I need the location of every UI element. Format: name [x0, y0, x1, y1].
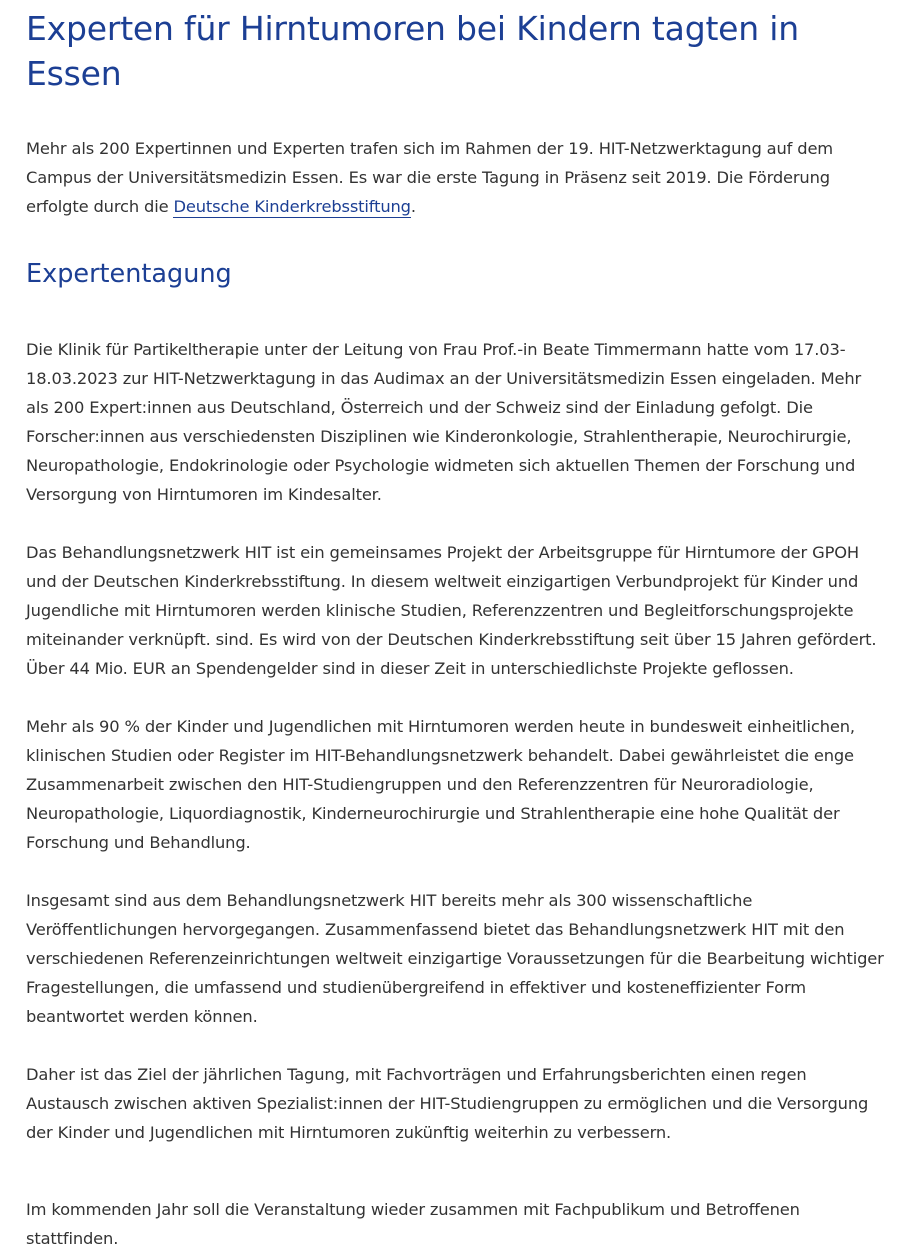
body-paragraph-4: Insgesamt sind aus dem Behandlungsnetzwerk HIT bereits mehr als 300 wissenschaftliche Veröffentlichungen hervorgegangen. Zusammenfassend bietet das Behandlungsnetzwerk HIT mit den verschiedenen Referenzeinrichtungen weltweit einzigartige Voraussetzungen für die Bearbeitung wichtiger Fragestellungen, die umfassend und studienübergreifend in effektiver und kosteneffizienter Form beantwortet werden können.: [26, 891, 884, 1026]
page-title: Experten für Hirntumoren bei Kindern tagten in Essen: [26, 9, 799, 93]
lead-paragraph: [26, 134, 886, 221]
body-paragraph-5: Daher ist das Ziel der jährlichen Tagung, mit Fachvorträgen und Erfahrungsberichten einen regen Austausch zwischen aktiven Spezialist:innen der HIT-Studiengruppen zu ermöglichen und die Versorgung der Kinder und Jugendlichen mit Hirntumoren zukünftig weiterhin zu verbessern.: [26, 1065, 869, 1142]
body-paragraph-2: Das Behandlungsnetzwerk HIT ist ein gemeinsames Projekt der Arbeitsgruppe für Hirntumore der GPOH und der Deutschen Kinderkrebsstiftung. In diesem weltweit einzigartigen Verbundprojekt für Kinder und Jugendliche mit Hirntumoren werden klinische Studien, Referenzzentren und Begleitforschungsprojekte miteinander verknüpft. sind. Es wird von der Deutschen Kinderkrebsstiftung seit über 15 Jahren gefördert. Über 44 Mio. EUR an Spendengelder sind in dieser Zeit in unterschiedlichste Projekte geflossen.: [26, 543, 877, 678]
body-paragraph-6: Im kommenden Jahr soll die Veranstaltung wieder zusammen mit Fachpublikum und Betroffenen stattfinden.: [26, 1200, 800, 1248]
section-heading: Expertentagung: [26, 259, 232, 289]
deutsche-kinderkrebsstiftung-link[interactable]: Deutsche Kinderkrebsstiftung: [173, 197, 411, 216]
lead-text: Mehr als 200 Expertinnen und Experten trafen sich im Rahmen der 19. HIT-Netzwerktagung auf dem Campus der Universitätsmedizin Essen. Es war die erste Tagung in Präsenz seit 2019. Die Förderung erfolgte durch die: [26, 139, 834, 216]
lead-text-end: .: [410, 197, 416, 216]
body-paragraph-3: Mehr als 90 % der Kinder und Jugendlichen mit Hirntumoren werden heute in bundesweit einheitlichen, klinischen Studien oder Register im HIT-Behandlungsnetzwerk behandelt. Dabei gewährleistet die enge Zusammenarbeit zwischen den HIT-Studiengruppen und den Referenzzentren für Neuroradiologie, Neuropathologie, Liquordiagnostik, Kinderneurochirurgie und Strahlentherapie eine hohe Qualität der Forschung und Behandlung.: [26, 717, 855, 852]
body-paragraph-1: Die Klinik für Partikeltherapie unter der Leitung von Frau Prof.-in Beate Timmermann hatte vom 17.03-18.03.2023 zur HIT-Netzwerktagung in das Audimax an der Universitätsmedizin Essen eingeladen. Mehr als 200 Expert:innen aus Deutschland, Österreich und der Schweiz sind der Einladung gefolgt. Die Forscher:innen aus verschiedensten Disziplinen wie Kinderonkologie, Strahlentherapie, Neurochirurgie, Neuropathologie, Endokrinologie oder Psychologie widmeten sich aktuellen Themen der Forschung und Versorgung von Hirntumoren im Kindesalter.: [26, 340, 862, 504]
article: [26, 0, 886, 1253]
